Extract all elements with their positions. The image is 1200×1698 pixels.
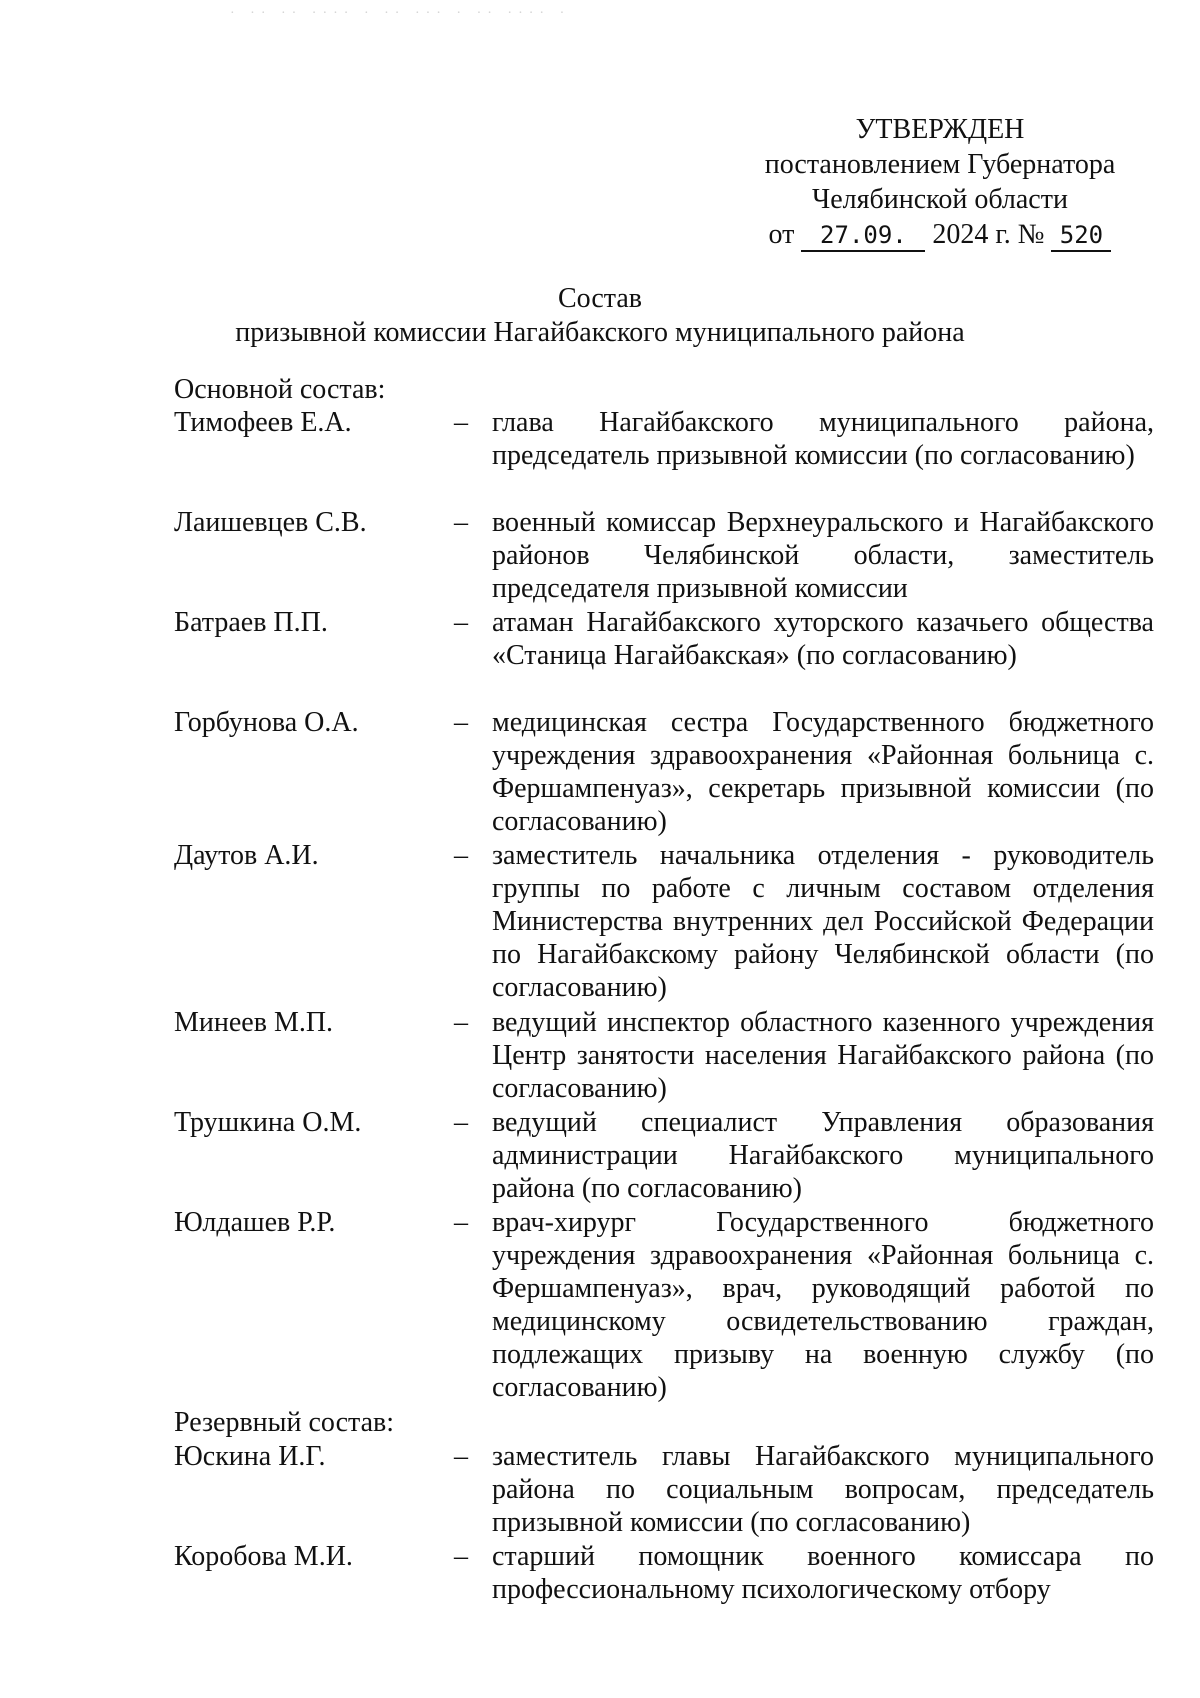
member-role: военный комиссар Верхнеуральского и Нагайбакского районов Челябинской области, заместитель председателя призывной комиссии <box>492 507 1154 604</box>
member-entry <box>174 506 1154 604</box>
member-name: Коробова М.И. <box>174 1541 353 1572</box>
member-name: Даутов А.И. <box>174 840 319 871</box>
main-section-label: Основной состав: <box>174 374 386 405</box>
document-title <box>0 282 1200 350</box>
approval-year: 2024 г. № <box>932 219 1045 250</box>
member-entry <box>174 1106 1154 1204</box>
member-dash: – <box>454 1107 468 1138</box>
member-name: Трушкина О.М. <box>174 1107 362 1138</box>
member-dash: – <box>454 1541 468 1572</box>
member-role: медицинская сестра Государственного бюджетного учреждения здравоохранения «Районная больница с. Фершампенуаз», секретарь призывной комиссии (по согласованию) <box>492 707 1154 837</box>
member-entry <box>174 1540 1154 1605</box>
member-entry <box>174 1006 1154 1104</box>
approval-date-line <box>760 217 1120 252</box>
member-dash: – <box>454 607 468 638</box>
approval-from: от <box>768 219 795 250</box>
member-name: Батраев П.П. <box>174 607 328 638</box>
member-name: Минеев М.П. <box>174 1007 334 1038</box>
member-entry <box>174 706 1154 837</box>
member-entry <box>174 606 1154 671</box>
approval-date: 27.09. <box>801 220 925 252</box>
member-name: Юлдашев Р.Р. <box>174 1207 336 1238</box>
title-subheading: призывной комиссии Нагайбакского муниципального района <box>235 317 965 348</box>
member-dash: – <box>454 1441 468 1472</box>
member-entry <box>174 839 1154 1003</box>
member-dash: – <box>454 707 468 738</box>
member-role: врач-хирург Государственного бюджетного учреждения здравоохранения «Районная больница с. Фершампенуаз», врач, руководящий работой по медицинскому освидетельствованию граждан, подлежащих призыву на военную службу (по согласованию) <box>492 1207 1154 1403</box>
header-smudge: · ·· ·· ···· · ·· ··· · ·· ···· · <box>230 6 571 21</box>
member-role: старший помощник военного комиссара по профессиональному психологическому отбору <box>492 1541 1154 1605</box>
member-dash: – <box>454 507 468 538</box>
member-name: Тимофеев Е.А. <box>174 407 352 438</box>
member-entry <box>174 406 1154 471</box>
member-role: заместитель главы Нагайбакского муниципального района по социальным вопросам, председатель призывной комиссии (по согласованию) <box>492 1441 1154 1538</box>
member-role: заместитель начальника отделения - руководитель группы по работе с личным составом отделения Министерства внутренних дел Российской Федерации по Нагайбакскому району Челябинской области (по согласованию) <box>492 840 1154 1003</box>
member-dash: – <box>454 840 468 871</box>
member-dash: – <box>454 1007 468 1038</box>
member-name: Горбунова О.А. <box>174 707 359 738</box>
member-role: ведущий инспектор областного казенного учреждения Центр занятости населения Нагайбакского района (по согласованию) <box>492 1007 1154 1104</box>
member-entry <box>174 1440 1154 1538</box>
member-dash: – <box>454 1207 468 1238</box>
member-role: глава Нагайбакского муниципального района, председатель призывной комиссии (по согласованию) <box>492 407 1154 471</box>
title-heading: Состав <box>557 283 643 314</box>
approval-heading: УТВЕРЖДЕН <box>855 114 1025 145</box>
approval-stamp <box>760 112 1120 252</box>
member-role: ведущий специалист Управления образования администрации Нагайбакского муниципального района (по согласованию) <box>492 1107 1154 1204</box>
approval-decree-line: постановлением Губернатора <box>764 149 1116 180</box>
member-entry <box>174 1206 1154 1403</box>
member-name: Лаишевцев С.В. <box>174 507 367 538</box>
member-role: атаман Нагайбакского хуторского казачьего общества «Станица Нагайбакская» (по согласованию) <box>492 607 1154 671</box>
reserve-section-label: Резервный состав: <box>174 1407 395 1438</box>
member-dash: – <box>454 407 468 438</box>
approval-number: 520 <box>1051 220 1111 252</box>
approval-region-line: Челябинской области <box>812 184 1068 215</box>
member-name: Юскина И.Г. <box>174 1441 326 1472</box>
